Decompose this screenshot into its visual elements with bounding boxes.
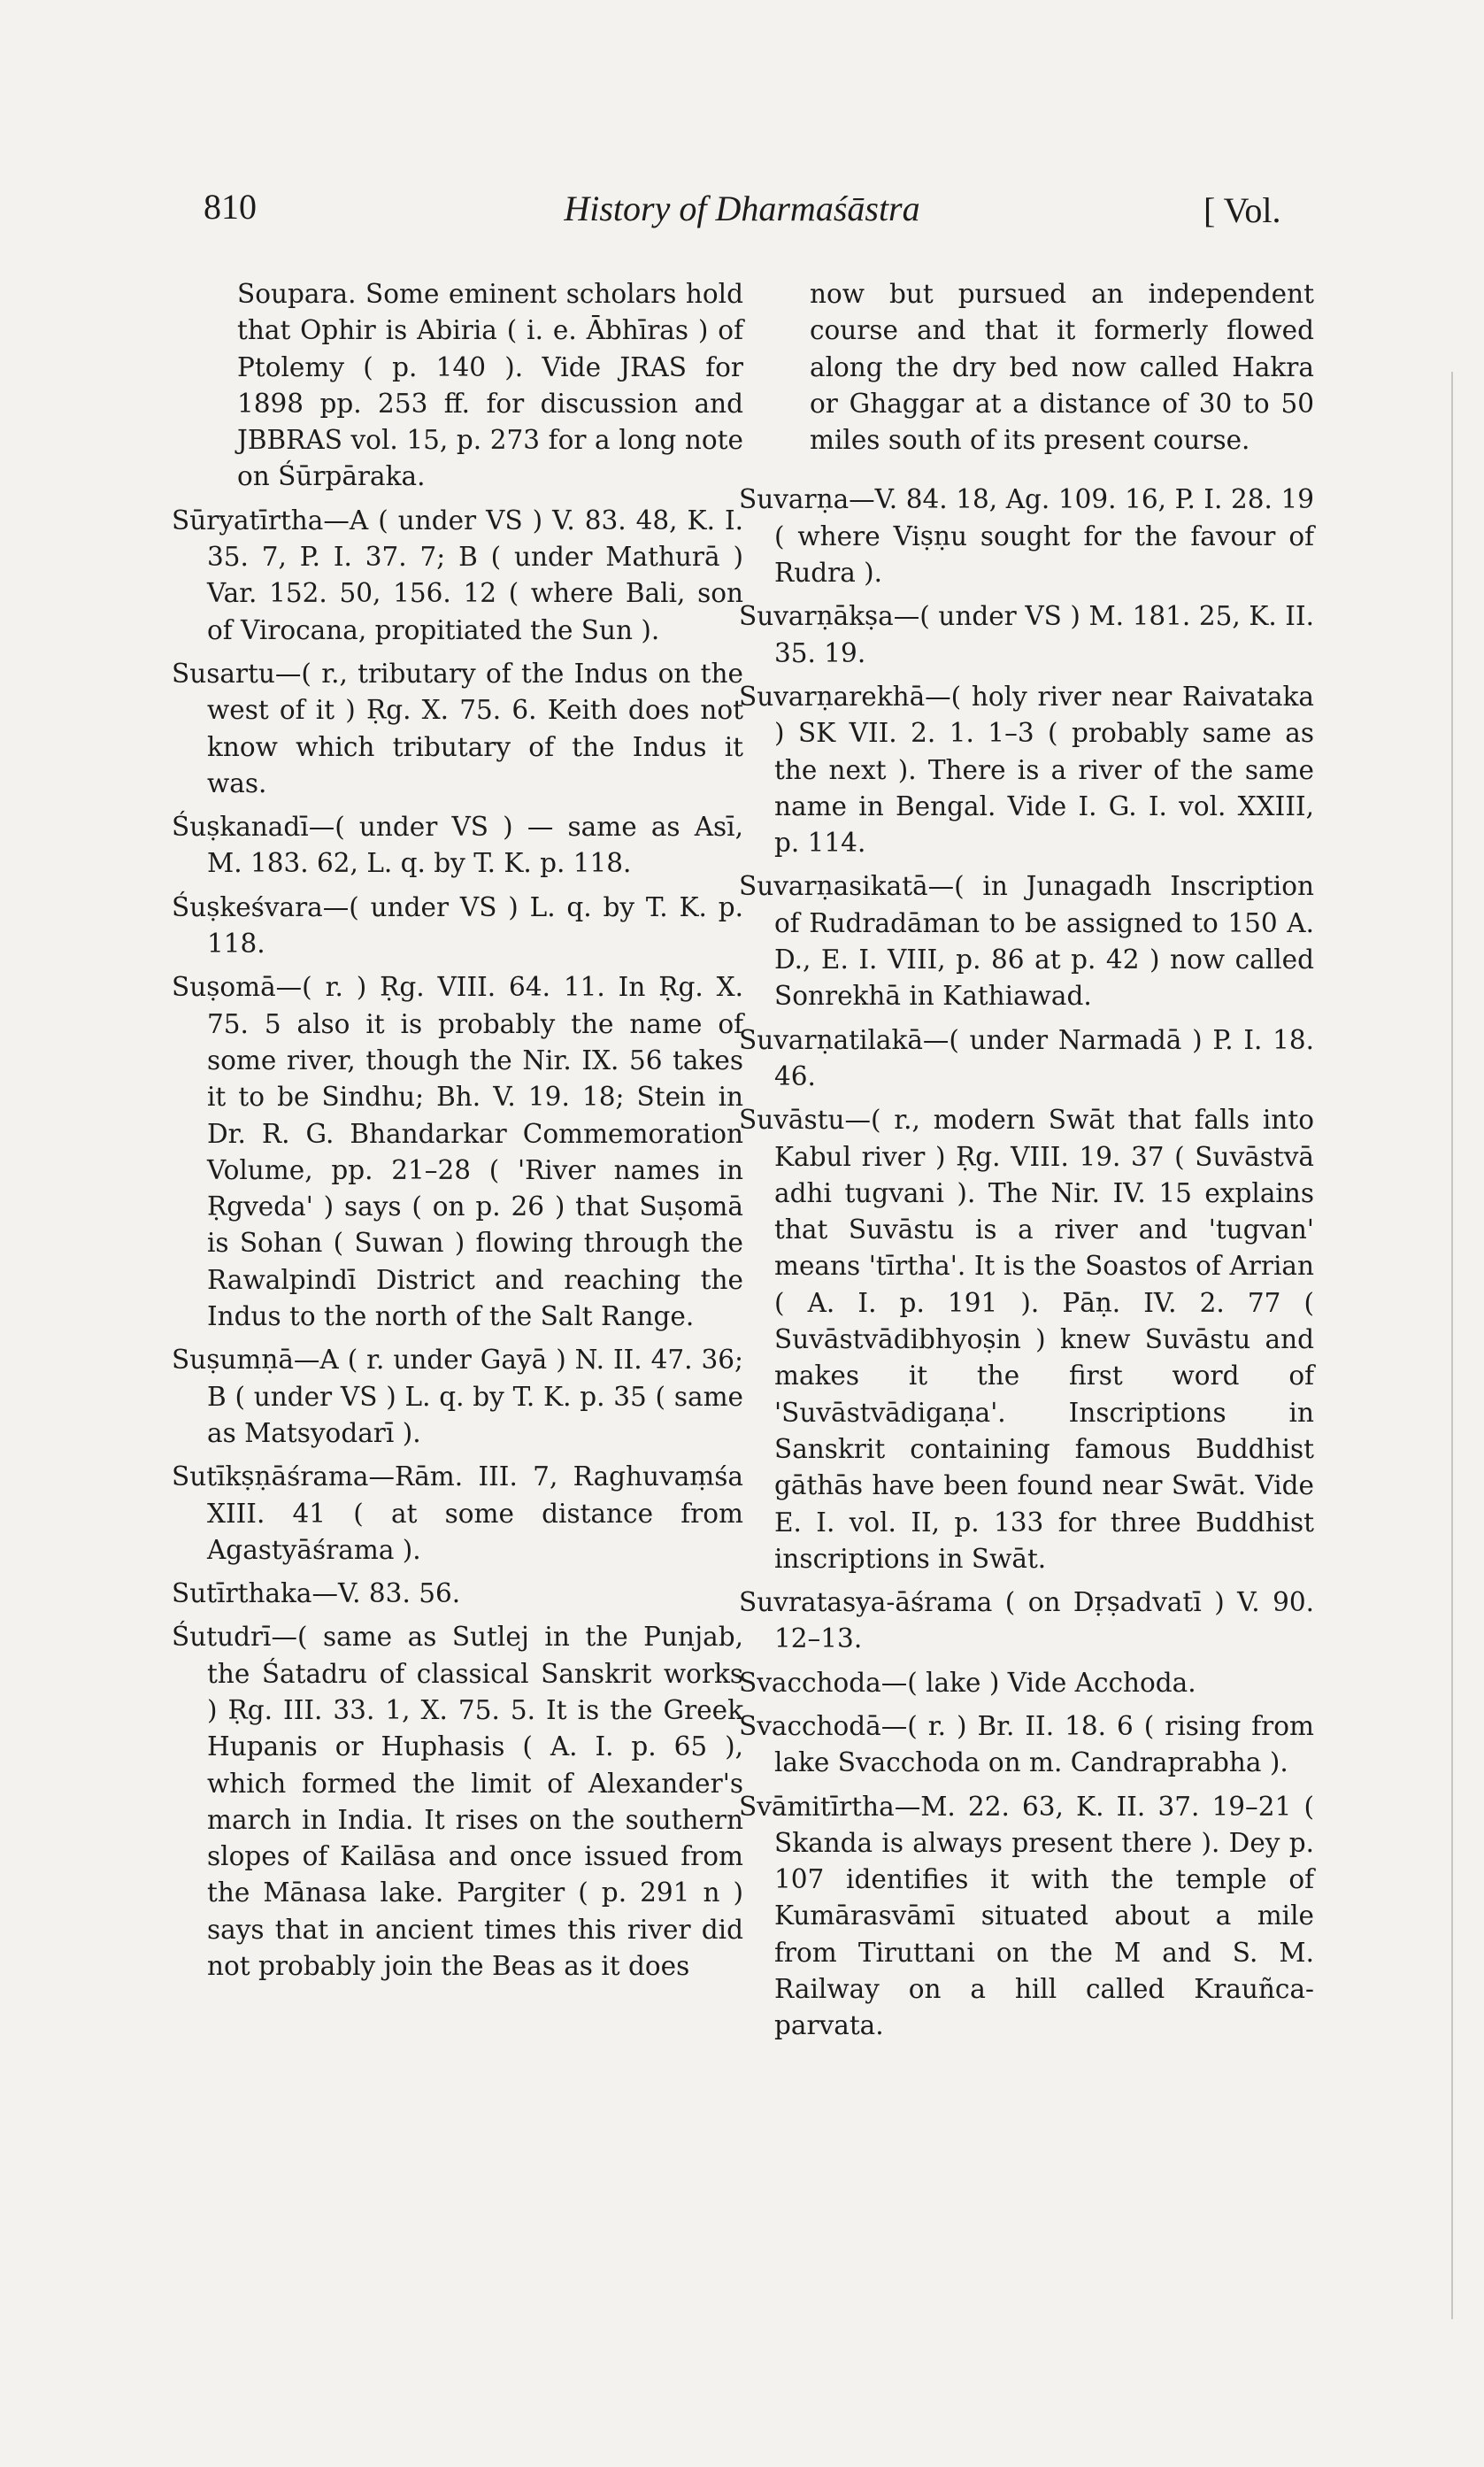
entry: Svacchoda—( lake ) Vide Acchoda. [739,1667,1196,1698]
entry-continuation: Soupara. Some eminent scholars hold that Ophir is Abiria ( i. e. Ābhīras ) of Ptolemy ( p. 140 ). Vide JRAS for 1898 pp. 253 ff. for discussion and JBBRAS vol. 15, p. 273 for a long note on Śūrpāraka. [237,279,743,492]
left-column [168,276,743,1992]
entry: Suṣomā—( r. ) Ṛg. VIII. 64. 11. In Ṛg. X. 75. 5 also it is probably the name of some river, though the Nir. IX. 56 takes it to be Sindhu; Bh. V. 19. 18; Stein in Dr. R. G. Bhandarkar Commemoration Volume, pp. 21–28 ( 'River names in Ṛgveda' ) says ( on p. 26 ) that Suṣomā is Sohan ( Suwan ) flowing through the Rawalpindī District and reaching the Indus to the north of the Salt Range. [172,972,743,1332]
page-number: 810 [204,187,257,227]
entry: Śutudrī—( same as Sutlej in the Punjab, the Śatadru of classical Sanskrit works ) Ṛg. III. 33. 1, X. 75. 5. It is the Greek Hupanis or Huphasis ( A. I. p. 65 ), which formed the limit of Alexander's march in India. It rises on the southern slopes of Kailāsa and once issued from the Mānasa lake. Pargiter ( p. 291 n ) says that in ancient times this river did not probably join the Beas as it does [172,1622,743,1982]
entry: Svāmitīrtha—M. 22. 63, K. II. 37. 19–21 ( Skanda is always present there ). Dey p. 107 identifies it with the temple of Kumārasvāmī situated about a mile from Tiruttani on the M and S. M. Railway on a hill called Krauñca-parvata. [739,1791,1314,2041]
entry: Śuṣkeśvara—( under VS ) L. q. by T. K. p. 118. [172,891,743,960]
entry: Sutīkṣṇāśrama—Rām. III. 7, Raghuvaṃśa XIII. 41 ( at some distance from Agastyāśrama ). [172,1461,743,1565]
right-column [739,276,1314,2052]
entry-continuation: now but pursued an independent course and that it formerly flowed along the dry bed now called Hakra or Ghaggar at a distance of 30 to 50 miles south of its present course. [810,279,1314,456]
entry: Suṣumṇā—A ( r. under Gayā ) N. II. 47. 36; B ( under VS ) L. q. by T. K. p. 35 ( same as Matsyodarī ). [172,1345,743,1448]
entry: Suvarṇatilakā—( under Narmadā ) P. I. 18. 46. [739,1024,1314,1091]
page-header [0,173,1484,244]
entry: Sūryatīrtha—A ( under VS ) V. 83. 48, K. I. 35. 7, P. I. 37. 7; B ( under Mathurā ) Var. 152. 50, 156. 12 ( where Bali, son of Virocana, propitiated the Sun ). [172,505,743,645]
running-title: History of Dharmaśāstra [564,189,920,228]
entry: Susartu—( r., tributary of the Indus on the west of it ) Ṛg. X. 75. 6. Keith does not know which tributary of the Indus it was. [172,658,743,798]
entry: Sutīrthaka—V. 83. 56. [172,1578,461,1609]
entry: Suvarṇa—V. 84. 18, Ag. 109. 16, P. I. 28. 19 ( where Viṣṇu sought for the favour of Rudra ). [739,484,1314,589]
scan-edge-line [1451,372,1453,2319]
entry: Svacchodā—( r. ) Br. II. 18. 6 ( rising from lake Svacchoda on m. Candraprabha ). [739,1710,1314,1778]
entry: Suvarṇarekhā—( holy river near Raivataka ) SK VII. 2. 1. 1–3 ( probably same as the next ). There is a river of the same name in Bengal. Vide I. G. I. vol. XXIII, p. 114. [739,681,1314,859]
volume-mark: [ Vol. [1203,190,1281,230]
entry: Śuṣkanadī—( under VS ) — same as Asī, M. 183. 62, L. q. by T. K. p. 118. [172,812,743,879]
entry: Suvarṇasikatā—( in Junagadh Inscription of Rudradāman to be assigned to 150 A. D., E. I. VIII, p. 86 at p. 42 ) now called Sonrekhā in Kathiawad. [739,871,1314,1012]
entry: Suvratasya-āśrama ( on Dṛṣadvatī ) V. 90. 12–13. [739,1587,1314,1654]
entry: Suvāstu—( r., modern Swāt that falls into Kabul river ) Ṛg. VIII. 19. 37 ( Suvāstvā adhi tugvani ). The Nir. IV. 15 explains that Suvāstu is a river and 'tugvan' means 'tīrtha'. It is the Soastos of Arrian ( A. I. p. 191 ). Pāṇ. IV. 2. 77 ( Suvāstvādibhyoṣin ) knew Suvāstu and makes it the first word of 'Suvāstvādigaṇa'. Inscriptions in Sanskrit containing famous Buddhist gāthās have been found near Swāt. Vide E. I. vol. II, p. 133 for three Buddhist inscriptions in Swāt. [739,1105,1314,1574]
entry: Suvarṇākṣa—( under VS ) M. 181. 25, K. II. 35. 19. [739,601,1314,668]
